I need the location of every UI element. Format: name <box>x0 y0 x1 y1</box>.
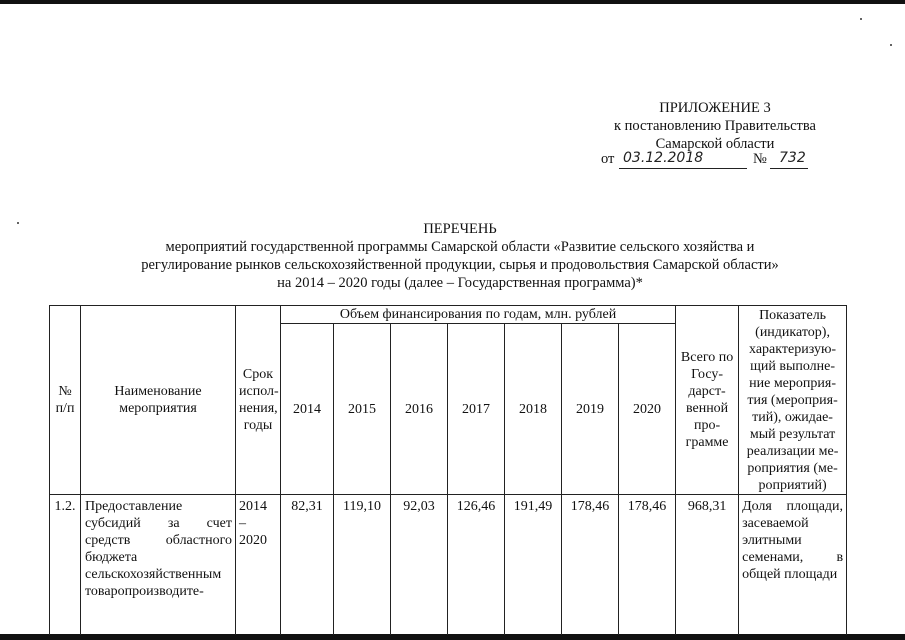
row-indicator: Доля площади, засеваемой элитными семенами, в общей площади <box>739 495 847 635</box>
header-cell-funding: Объем финансирования по годам, млн. рублей <box>281 306 676 324</box>
header-year-cell: 2015 <box>334 324 391 495</box>
table-header-row <box>50 306 847 324</box>
header-cell-indicator: Показатель (индикатор), характеризую-щий выполне-ние мероприя-тия (мероприя-тий), ожидае-мый результат реализации ме-роприятия (ме-роприятий) <box>739 306 847 495</box>
title-heading: ПЕРЕЧЕНЬ <box>423 221 497 237</box>
row-value-2015: 119,10 <box>334 495 391 635</box>
header-year-cell: 2017 <box>448 324 505 495</box>
row-name: Предоставление субсидий за счет средств областного бюджета сельскохозяйственным товаропроизводите- <box>81 495 236 635</box>
scan-speck <box>890 44 892 46</box>
header-year-cell: 2020 <box>619 324 676 495</box>
header-cell-num: № п/п <box>50 306 81 495</box>
appendix-line: Самарской области <box>655 136 775 152</box>
scan-bottom-border <box>0 634 905 640</box>
row-value-2014: 82,31 <box>281 495 334 635</box>
scan-speck <box>860 18 862 20</box>
date-underline <box>619 168 747 169</box>
row-value-2016: 92,03 <box>391 495 448 635</box>
row-num: 1.2. <box>50 495 81 635</box>
appendix-title: ПРИЛОЖЕНИЕ 3 <box>659 100 771 116</box>
row-total: 968,31 <box>676 495 739 635</box>
scan-speck <box>17 222 19 224</box>
row-value-2017: 126,46 <box>448 495 505 635</box>
number-underline <box>770 168 808 169</box>
header-year-cell: 2019 <box>562 324 619 495</box>
header-cell-total: Всего по Госу-дарст-венной про-грамме <box>676 306 739 495</box>
row-value-2019: 178,46 <box>562 495 619 635</box>
appendix-block <box>590 99 840 153</box>
header-cell-name: Наименование мероприятия <box>81 306 236 495</box>
row-term: 2014 – 2020 <box>236 495 281 635</box>
title-line: мероприятий государственной программы Самарской области «Развитие сельского хозяйства и <box>165 239 755 255</box>
header-cell-term: Срок испол-нения, годы <box>236 306 281 495</box>
header-year-cell: 2018 <box>505 324 562 495</box>
document-title <box>80 220 840 292</box>
appendix-line: к постановлению Правительства <box>614 118 816 134</box>
date-prefix: от <box>601 151 615 167</box>
title-line: регулирование рынков сельскохозяйственной продукции, сырья и продовольствия Самарской области» <box>141 257 779 273</box>
handwritten-date: 03.12.2018 <box>623 150 704 166</box>
handwritten-number: 732 <box>779 150 806 166</box>
row-value-2018: 191,49 <box>505 495 562 635</box>
table-row <box>50 495 847 635</box>
measures-table <box>49 305 847 635</box>
row-value-2020: 178,46 <box>619 495 676 635</box>
scan-top-border <box>0 0 905 4</box>
header-year-cell: 2014 <box>281 324 334 495</box>
header-year-cell: 2016 <box>391 324 448 495</box>
number-prefix: № <box>753 151 767 167</box>
title-line: на 2014 – 2020 годы (далее – Государственная программа)* <box>277 275 643 291</box>
